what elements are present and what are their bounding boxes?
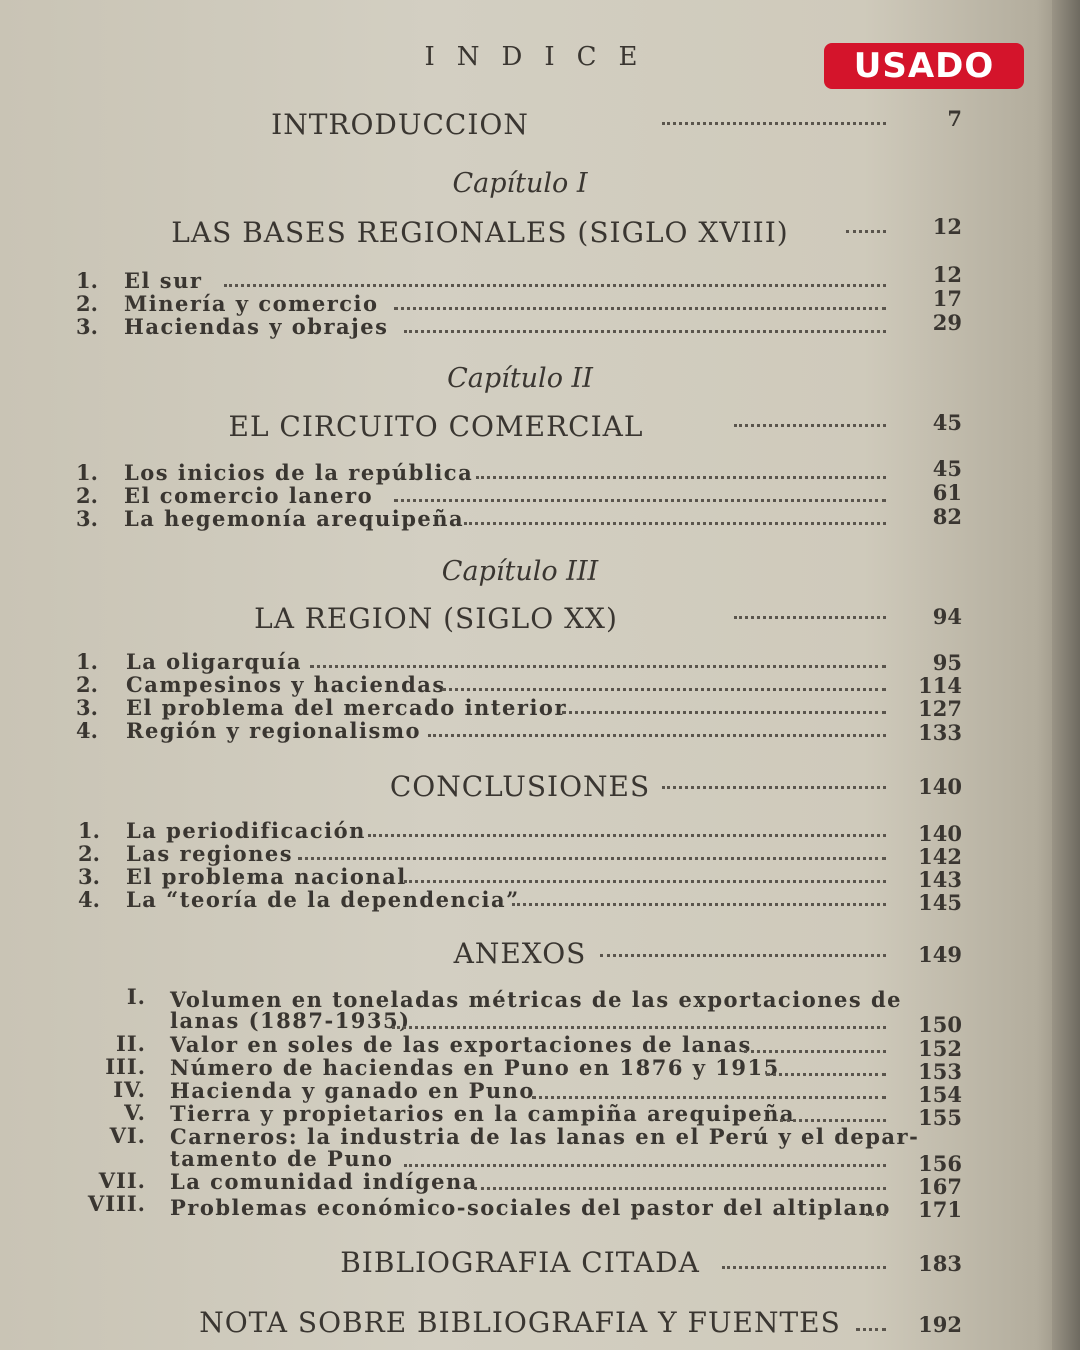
leader-dots [368,830,886,837]
annex-number: II. [116,1031,146,1056]
item-title: El problema del mercado interior [126,695,568,720]
item-number: 3. [76,695,98,720]
annex-number: V. [124,1100,146,1125]
book-spine-shadow [1052,0,1080,1350]
annex-title-continued: lanas (1887-1935) [170,1008,411,1033]
item-page: 95 [932,650,962,675]
annex-title: Tierra y propietarios en la campiña arequipeña [170,1101,795,1126]
annex-page: 150 [918,1012,962,1037]
annex-title: Carneros: la industria de las lanas en el Perú y el depar- [170,1124,920,1149]
leader-dots [394,495,886,502]
chapter-3-page: 94 [932,604,962,629]
leader-dots [464,518,886,525]
item-page: 127 [918,696,962,721]
item-number: 3. [78,864,100,889]
item-page: 143 [918,867,962,892]
leader-dots [404,326,886,333]
item-page: 114 [918,673,962,698]
item-title: El comercio lanero [124,483,374,508]
annex-page: 153 [918,1059,962,1084]
note-page: 192 [918,1312,962,1337]
annex-page: 156 [918,1151,962,1176]
annex-number: VII. [98,1168,146,1193]
item-number: 4. [78,887,100,912]
chapter-1-heading: LAS BASES REGIONALES (SIGLO XVIII) [171,216,789,249]
annex-number: IV. [113,1077,146,1102]
conclusions-page: 140 [918,774,962,799]
bibliography-page: 183 [918,1251,962,1276]
item-title: Región y regionalismo [126,718,422,743]
annex-title: Hacienda y ganado en Puno [170,1078,535,1103]
leader-dots [734,612,886,619]
item-title: El problema nacional [126,864,407,889]
annex-title: La comunidad indígena [170,1169,478,1194]
annex-title: Número de haciendas en Puno en 1876 y 1915 [170,1055,780,1080]
item-page: 17 [932,286,962,311]
item-page: 82 [932,504,962,529]
annex-page: 155 [918,1105,962,1130]
used-badge: USADO [824,43,1024,89]
item-number: 3. [76,506,98,531]
leader-dots [780,1115,886,1122]
leader-dots [392,1022,886,1029]
annex-page: 154 [918,1082,962,1107]
item-title: La “teoría de la dependencia” [126,887,520,912]
item-page: 61 [932,480,962,505]
item-number: 2. [76,672,98,697]
item-title: La hegemonía arequipeña [124,506,465,531]
item-title: La oligarquía [126,649,303,674]
item-page: 12 [932,262,962,287]
leader-dots [662,118,886,125]
item-title: Campesinos y haciendas [126,672,446,697]
item-page: 133 [918,720,962,745]
item-page: 145 [918,890,962,915]
item-title: Las regiones [126,841,294,866]
item-title: Haciendas y obrajes [124,314,389,339]
item-title: Minería y comercio [124,291,379,316]
chapter-1-label: Capítulo I [452,168,588,199]
leader-dots [846,226,886,233]
leader-dots [532,1092,886,1099]
item-page: 140 [918,821,962,846]
chapter-1-page: 12 [932,214,962,239]
note-heading: NOTA SOBRE BIBLIOGRAFIA Y FUENTES [199,1306,841,1339]
leader-dots [394,303,886,310]
leader-dots [474,1183,886,1190]
leader-dots [442,684,886,691]
item-number: 4. [76,718,98,743]
annex-number: III. [105,1054,146,1079]
leader-dots [662,782,886,789]
annex-title: Valor en soles de las exportaciones de lanas [170,1032,752,1057]
item-page: 29 [932,310,962,335]
annex-title: Volumen en toneladas métricas de las exportaciones de [170,987,903,1012]
item-title: El sur [124,268,203,293]
item-number: 3. [76,314,98,339]
chapter-2-page: 45 [932,410,962,435]
leader-dots [224,280,886,287]
item-number: 2. [76,291,98,316]
intro-heading: INTRODUCCION [271,108,529,141]
leader-dots [476,472,886,479]
item-page: 45 [932,456,962,481]
item-number: 1. [76,649,98,674]
annexes-page: 149 [918,942,962,967]
item-number: 1. [78,818,100,843]
annexes-heading: ANEXOS [453,937,587,970]
annex-page: 171 [918,1197,962,1222]
leader-dots [512,899,886,906]
leader-dots [766,1069,886,1076]
item-number: 2. [76,483,98,508]
item-page: 142 [918,844,962,869]
bibliography-heading: BIBLIOGRAFIA CITADA [340,1246,700,1279]
intro-page: 7 [947,106,962,131]
item-number: 1. [76,268,98,293]
leader-dots [428,730,886,737]
annex-number: VI. [109,1123,146,1148]
leader-dots [744,1046,886,1053]
annex-title-continued: tamento de Puno [170,1146,394,1171]
leader-dots [404,876,886,883]
item-number: 2. [78,841,100,866]
annex-number: VIII. [87,1191,146,1216]
leader-dots [600,950,886,957]
annex-number: I. [126,984,146,1009]
leader-dots [562,707,886,714]
item-title: Los inicios de la república [124,460,474,485]
leader-dots [298,853,886,860]
item-title: La periodificación [126,818,366,843]
annex-page: 152 [918,1036,962,1061]
leader-dots [310,661,886,668]
chapter-3-label: Capítulo III [441,556,599,587]
conclusions-heading: CONCLUSIONES [389,770,651,803]
item-number: 1. [76,460,98,485]
annex-page: 167 [918,1174,962,1199]
leader-dots [722,1262,886,1269]
chapter-3-heading: LA REGION (SIGLO XX) [254,602,618,635]
chapter-2-label: Capítulo II [447,363,593,394]
leader-dots [404,1160,886,1167]
chapter-2-heading: EL CIRCUITO COMERCIAL [228,410,644,443]
annex-title: Problemas económico-sociales del pastor del altiplano [170,1195,891,1220]
index-title: INDICE [424,42,660,72]
leader-dots [734,420,886,427]
